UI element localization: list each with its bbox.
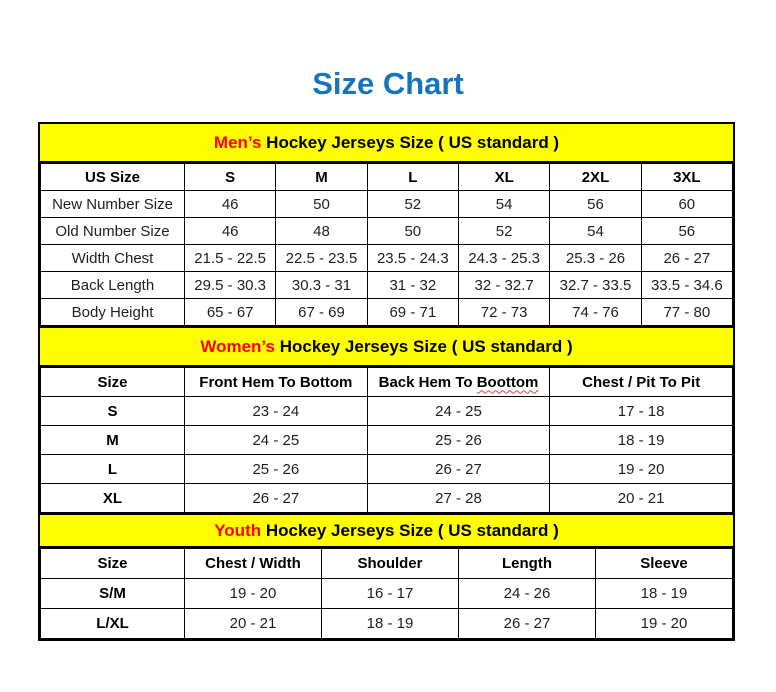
womens-size-table — [40, 367, 733, 513]
value-cell: 18 - 19 — [550, 426, 733, 455]
column-header-row — [41, 368, 733, 397]
value-cell: 67 - 69 — [276, 299, 367, 326]
value-cell: 50 — [276, 191, 367, 218]
column-header-cell: Length — [459, 549, 596, 579]
value-cell: 22.5 - 23.5 — [276, 245, 367, 272]
row-label-cell: New Number Size — [41, 191, 185, 218]
table-row — [41, 484, 733, 513]
row-label-cell: S — [41, 397, 185, 426]
size-chart-tables — [38, 122, 735, 641]
value-cell: 24 - 25 — [185, 426, 368, 455]
column-header-cell: 2XL — [550, 164, 641, 191]
column-header-cell: Front Hem To Bottom — [185, 368, 368, 397]
youth-section — [38, 513, 735, 641]
value-cell: 65 - 67 — [185, 299, 276, 326]
value-cell: 23.5 - 24.3 — [367, 245, 458, 272]
value-cell: 52 — [458, 218, 549, 245]
column-header-cell: Shoulder — [322, 549, 459, 579]
column-header-cell: Chest / Pit To Pit — [550, 368, 733, 397]
value-cell: 21.5 - 22.5 — [185, 245, 276, 272]
value-cell: 60 — [641, 191, 732, 218]
column-header-cell: M — [276, 164, 367, 191]
table-row — [41, 272, 733, 299]
value-cell: 20 - 21 — [185, 609, 322, 639]
value-cell: 19 - 20 — [185, 579, 322, 609]
row-label-cell: L/XL — [41, 609, 185, 639]
value-cell: 33.5 - 34.6 — [641, 272, 732, 299]
row-label-cell: L — [41, 455, 185, 484]
value-cell: 24 - 26 — [459, 579, 596, 609]
table-row — [41, 245, 733, 272]
table-row — [41, 579, 733, 609]
value-cell: 32 - 32.7 — [458, 272, 549, 299]
youth-section-header — [40, 515, 733, 548]
value-cell: 56 — [641, 218, 732, 245]
column-header-row — [41, 549, 733, 579]
column-header-cell: Size — [41, 549, 185, 579]
value-cell: 54 — [550, 218, 641, 245]
page-title: Size Chart — [312, 66, 464, 101]
value-cell: 26 - 27 — [459, 609, 596, 639]
value-cell: 24.3 - 25.3 — [458, 245, 549, 272]
table-row — [41, 426, 733, 455]
value-cell: 72 - 73 — [458, 299, 549, 326]
column-header-cell: S — [185, 164, 276, 191]
value-cell: 25 - 26 — [367, 426, 550, 455]
value-cell: 46 — [185, 191, 276, 218]
value-cell: 19 - 20 — [550, 455, 733, 484]
value-cell: 26 - 27 — [367, 455, 550, 484]
value-cell: 46 — [185, 218, 276, 245]
row-label-cell: Body Height — [41, 299, 185, 326]
row-label-cell: M — [41, 426, 185, 455]
table-row — [41, 191, 733, 218]
misspelled-word: Boottom — [476, 373, 539, 391]
row-label-cell: Back Length — [41, 272, 185, 299]
value-cell: 50 — [367, 218, 458, 245]
value-cell: 18 - 19 — [322, 609, 459, 639]
youth-header-rest: Hockey Jerseys Size ( US standard ) — [261, 521, 559, 540]
youth-size-table — [40, 548, 733, 639]
row-label-cell: Width Chest — [41, 245, 185, 272]
value-cell: 32.7 - 33.5 — [550, 272, 641, 299]
value-cell: 24 - 25 — [367, 397, 550, 426]
value-cell: 25.3 - 26 — [550, 245, 641, 272]
youth-header-accent: Youth — [214, 521, 262, 540]
value-cell: 27 - 28 — [367, 484, 550, 513]
value-cell: 26 - 27 — [185, 484, 368, 513]
column-header-cell: Sleeve — [596, 549, 733, 579]
womens-header-accent: Women’s — [200, 337, 275, 356]
value-cell: 48 — [276, 218, 367, 245]
mens-header-rest: Hockey Jerseys Size ( US standard ) — [261, 133, 560, 152]
row-label-cell: XL — [41, 484, 185, 513]
mens-size-table — [40, 163, 733, 326]
value-cell: 18 - 19 — [596, 579, 733, 609]
column-header-cell: L — [367, 164, 458, 191]
mens-section-header — [40, 124, 733, 163]
column-header-cell: Chest / Width — [185, 549, 322, 579]
value-cell: 17 - 18 — [550, 397, 733, 426]
table-row — [41, 609, 733, 639]
value-cell: 16 - 17 — [322, 579, 459, 609]
value-cell: 77 - 80 — [641, 299, 732, 326]
column-header-cell: Back Hem To Boottom — [367, 368, 550, 397]
value-cell: 54 — [458, 191, 549, 218]
table-row — [41, 455, 733, 484]
value-cell: 56 — [550, 191, 641, 218]
value-cell: 29.5 - 30.3 — [185, 272, 276, 299]
mens-header-accent: Men’s — [213, 133, 262, 152]
value-cell: 69 - 71 — [367, 299, 458, 326]
value-cell: 26 - 27 — [641, 245, 732, 272]
womens-header-rest: Hockey Jerseys Size ( US standard ) — [274, 337, 573, 356]
value-cell: 23 - 24 — [185, 397, 368, 426]
row-label-cell: Old Number Size — [41, 218, 185, 245]
column-header-row — [41, 164, 733, 191]
table-row — [41, 397, 733, 426]
value-cell: 74 - 76 — [550, 299, 641, 326]
value-cell: 19 - 20 — [596, 609, 733, 639]
value-cell: 30.3 - 31 — [276, 272, 367, 299]
womens-section — [38, 326, 735, 515]
column-header-cell: 3XL — [641, 164, 732, 191]
column-header-cell: Size — [41, 368, 185, 397]
table-row — [41, 218, 733, 245]
row-label-cell: S/M — [41, 579, 185, 609]
column-header-cell: XL — [458, 164, 549, 191]
womens-section-header — [40, 328, 733, 367]
column-header-cell: US Size — [41, 164, 185, 191]
table-row — [41, 299, 733, 326]
value-cell: 31 - 32 — [367, 272, 458, 299]
value-cell: 20 - 21 — [550, 484, 733, 513]
mens-section — [38, 122, 735, 328]
value-cell: 52 — [367, 191, 458, 218]
value-cell: 25 - 26 — [185, 455, 368, 484]
